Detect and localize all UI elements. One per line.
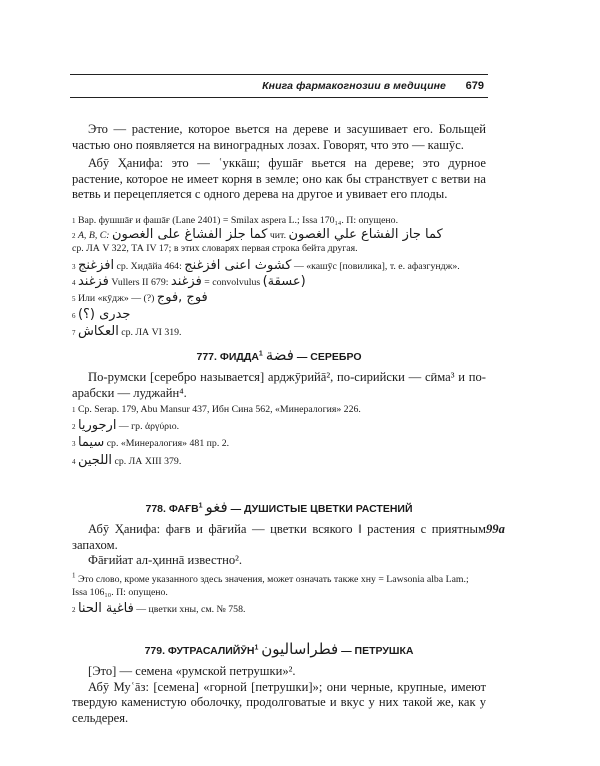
paragraph-continuation xyxy=(72,122,486,203)
footnote-778-1: $^1$ Это слово, кроме указанного здесь значения, может означать также хну = Lawsonia alba Lam.; Issa 106₁₀. П: опущено. xyxy=(72,571,469,599)
running-header xyxy=(70,74,488,98)
footnotes-778 xyxy=(72,573,486,617)
entry-heading-778: 778. ФАҒВ$^1$ فغو — ДУШИСТЫЕ ЦВЕТКИ РАСТЕНИЙ xyxy=(145,498,413,516)
footnote-2: 2 A, B, C: كما جلز الفشاغ على الغصون чит. كما جاز الفشاع علي الغصون xyxy=(72,227,443,243)
footnote-778-2: 2 فاغية الحنا — цветки хны, см. № 758. xyxy=(72,601,246,617)
paragraph-778: Абӯ Ҳанифа: фағв и фāғийа — цветки всякого ‖ растения с приятным запахом. Фāғийат ал-ҳиннā известно². xyxy=(72,522,486,568)
entry-heading-777: 777. ФИДДА$^1$ فضة — СЕРЕБРО xyxy=(196,346,362,364)
footnotes-776 xyxy=(72,214,486,340)
footnote-1: 1 Вар. фушшāғ и фашāғ (Lane 2401) = Smilax aspera L.; Issa 170₁₄. П: опущено. xyxy=(72,215,399,226)
footnotes-777 xyxy=(72,403,486,468)
footnote-777-3: 3 سيما ср. «Минералогия» 481 пр. 2. xyxy=(72,435,230,451)
footnote-777-2: 2 ارجوريا — гр. ἀργύριο. xyxy=(72,418,180,434)
footnote-4: 4 فزغند Vullers II 679: فزغند = convolvulus (عسقة) xyxy=(72,273,306,289)
footnote-2-tail: ср. ЛА V 322, ТА IV 17; в этих словарях первая строка бейта другая. xyxy=(72,243,358,255)
footnote-7: 7 العكاش ср. ЛА VI 319. xyxy=(72,324,182,340)
paragraph-line-a: Это — растение, которое вьется на дереве и засушивает его. Больщей частью оно появляется на виноградных лозах. Говорят, что это — кашӯс. xyxy=(72,122,486,152)
paragraph-line-b: Абӯ Ҳанифа: это — ʿуккāш; фушāғ вьется на дереве; это дурное растение, которое не имеет корня в земле; оно как бы странствует с ветви на ветвь и перецепляется с одного дерева на другое и увивает его плоды. xyxy=(72,156,486,202)
page-number: 679 xyxy=(465,80,484,92)
entry-heading-779: 779. ФУТРАСАЛИЙӮН$^1$ فطراساليون — ПЕТРУШКА xyxy=(144,640,414,658)
footnote-6: 6 جدرى (؟) xyxy=(72,307,131,323)
footnote-5: 5 Или «кӯдж» — (?) فوج ,فوج xyxy=(72,290,208,306)
paragraph-777: По-румски [серебро называется] арджӯрийā², по-сирийски — сӣма³ и по-арабски — луджайн⁴. xyxy=(72,370,486,400)
footnote-777-1: 1 Ср. Serap. 179, Abu Mansur 437, Ибн Сина 562, «Минералогия» 226. xyxy=(72,404,361,415)
margin-folio-ref: 99a xyxy=(486,522,505,536)
paragraph-779: [Это] — семена «румской петрушки»². Абӯ Муʿāз: [семена] «горной [петрушки]»; они черные, крупные, имеют твердую каменистую оболочку, продолговатые и вкус у них такой же, как у сельдерея. xyxy=(72,664,486,725)
footnote-3: 3 افزغنج ср. Хидāйа 464: كشوث اعنى افزغنج — «кашӯс [повилика], т. е. афазгундж». xyxy=(72,257,460,273)
footnote-777-4: 4 اللجين ср. ЛА XIII 379. xyxy=(72,452,182,468)
running-title: Книга фармакогнозии в медицине xyxy=(262,80,446,92)
